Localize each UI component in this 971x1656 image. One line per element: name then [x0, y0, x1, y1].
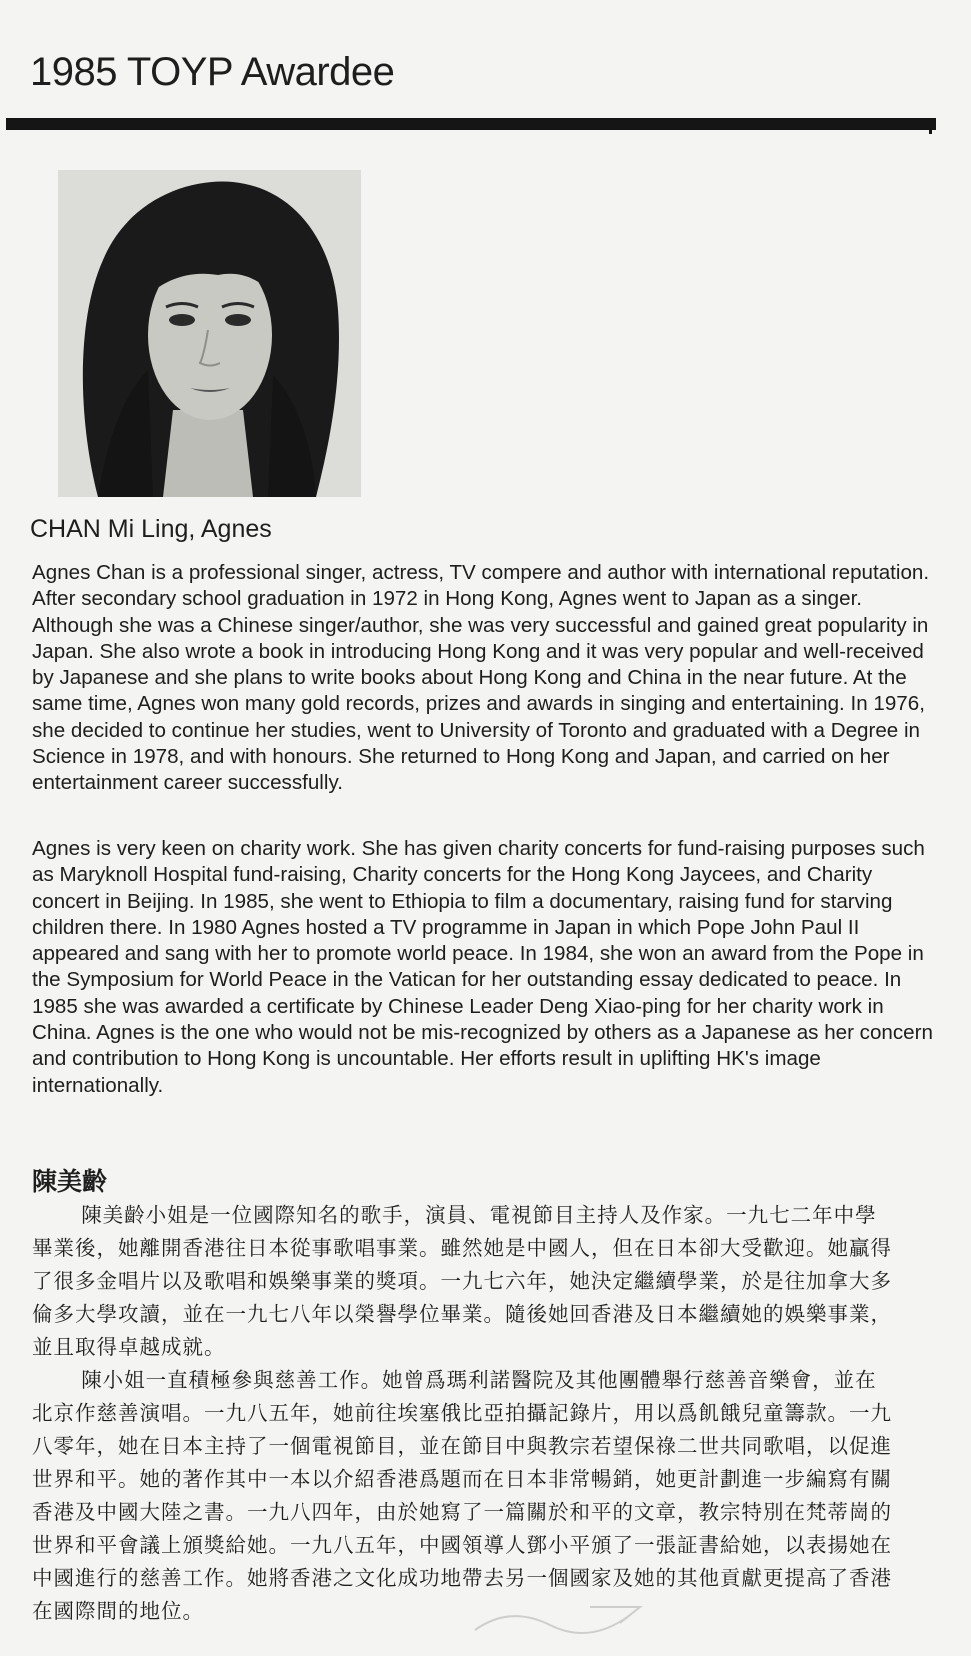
title-rule [6, 118, 936, 130]
portrait-illustration [58, 170, 361, 497]
chinese-paragraph: 陳美齡小姐是一位國際知名的歌手，演員、電視節目主持人及作家。一九七二年中學畢業後，她離開香港往日本從事歌唱事業。雖然她是中國人，但在日本卻大受歡迎。她贏得了很多金唱片以及歌唱和娛樂事業的獎項。一九七六年，她決定繼續學業，於是往加拿大多倫多大學攻讀，並在一九七八年以榮譽學位畢業。隨後她回香港及日本繼續她的娛樂事業，並且取得卓越成就。 [32, 1203, 892, 1359]
awardee-name: CHAN Mi Ling, Agnes [30, 515, 272, 543]
chinese-paragraph: 陳小姐一直積極參與慈善工作。她曾爲瑪利諾醫院及其他團體舉行慈善音樂會，並在北京作慈善演唱。一九八五年，她前往埃塞俄比亞拍攝記錄片，用以爲飢餓兒童籌款。一九八零年，她在日本主持了一個電視節目，並在節目中與教宗若望保祿二世共同歌唱，以促進世界和平。她的著作其中一本以介紹香港爲題而在日本非常暢銷，她更計劃進一步編寫有關香港及中國大陸之書。一九八四年，由於她寫了一篇關於和平的文章，教宗特別在梵蒂崗的世界和平會議上頒獎給她。一九八五年，中國領導人鄧小平頒了一張証書給她，以表揚她在中國進行的慈善工作。她將香港之文化成功地帶去另一個國家及她的其他貢獻更提高了香港在國際間的地位。 [32, 1368, 892, 1623]
english-paragraph: Agnes Chan is a professional singer, actress, TV compere and author with international reputation. After secondary school graduation in 1972 in Hong Kong, Agnes went to Japan as a singer. Although she was a Chinese singer/author, she was very successful and gained great popularity in Japan. She also wrote a book in introducing Hong Kong and it was very popular and well-received by Japanese and she plans to write books about Hong Kong and China in the near future. At the same time, Agnes won many gold records, prizes and awards in singing and entertaining. In 1976, she decided to continue her studies, went to University of Toronto and graduated with a Degree in Science in 1978, and with honours. She returned to Hong Kong and Japan, and carried on her entertainment career successfully. [32, 561, 930, 795]
page-title: 1985 TOYP Awardee [30, 50, 395, 94]
portrait-photo [58, 170, 361, 497]
decorative-logo-icon [470, 1595, 670, 1650]
english-paragraph: Agnes is very keen on charity work. She has given charity concerts for fund-raising purposes such as Maryknoll Hospital fund-raising, Charity concerts for the Hong Kong Jaycees, and Charity concert in Beijing. In 1985, she went to Ethiopia to film a documentary, raising fund for starving children there. In 1980 Agnes hosted a TV programme in Japan in which Pope John Paul II appeared and sang with her to promote world peace. In 1984, she won an award from the Pope in the Symposium for World Peace in the Vatican for her outstanding essay dedicated to peace. In 1985 she was awarded a certificate by Chinese Leader Deng Xiao-ping for her charity work in China. Agnes is the one who would not be mis-recognized by others as a Japanese as her concern and contribution to Hong Kong is uncountable. Her efforts result in uplifting HK's image internationally. [32, 837, 933, 1097]
chinese-name: 陳美齡 [32, 1167, 108, 1196]
title-rule-end [929, 118, 932, 134]
